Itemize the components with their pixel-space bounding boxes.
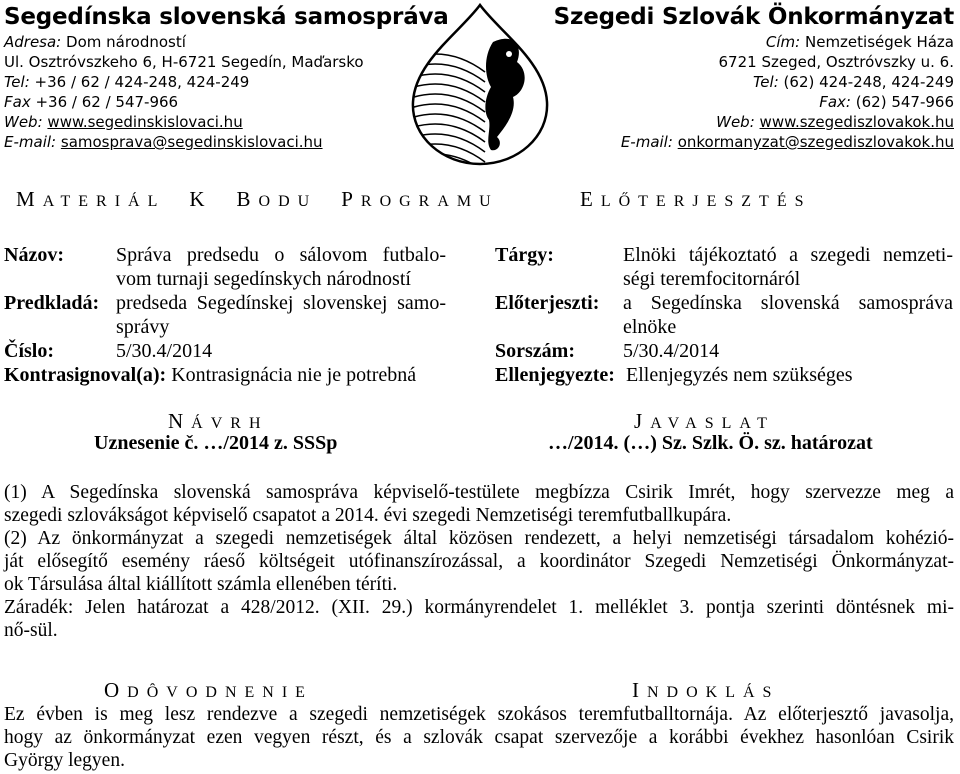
indoklas-line: Ez évben is meg lesz rendezve a szegedi nemzetiségek szokásos teremfutballtornája. Az előterjesztő javasolja,	[4, 704, 954, 725]
eloterjeszti-label: Előterjeszti:	[495, 292, 600, 314]
indoklas-heading: INDOKLÁS	[632, 678, 780, 702]
eloterjeszti-value: a Segedínska slovenská samospráva elnöke	[623, 292, 953, 338]
eloterjeszti-row	[495, 291, 599, 315]
indoklas-line: György legyen.	[4, 750, 125, 771]
kontrasignacia-row	[4, 363, 416, 387]
cislo-value: 5/30.4/2014	[116, 340, 213, 362]
indoklas-text	[4, 703, 954, 772]
predklada-value: predseda Segedínskej slovenskej samo- správy	[116, 292, 446, 338]
right-letterhead	[514, 2, 954, 152]
resolution-line: ok Társulása által kiállított számla ellenében téríti.	[4, 574, 398, 595]
ellenjegyezte-row	[495, 363, 615, 387]
left-email-line: E-mail: samosprava@segedinskislovaci.hu	[4, 133, 323, 151]
right-fax-line: Fax: (62) 547-966	[819, 93, 954, 111]
resolution-line: (1) A Segedínska slovenská samospráva képviselő-testülete megbízza Csirik Imrét, hogy szervezze meg a	[4, 482, 954, 503]
navrh-subheading: Uznesenie č. …/2014 z. SSSp	[94, 432, 338, 454]
right-address-line: Cím: Nemzetiségek Háza	[765, 33, 954, 51]
ellenjegyezte-value: Ellenjegyzés nem szükséges	[626, 364, 853, 386]
predklada-label: Predkladá:	[4, 292, 100, 314]
odovodnenie-heading: ODÔVODNENIE	[104, 678, 313, 702]
resolution-line: szegedi szlovákságot képviselő csapatot a 2014. évi szegedi Nemzetiségi teremfutballkupára.	[4, 505, 732, 526]
logo-drop-icon	[405, 2, 555, 167]
nazov-value: Správa predsedu o sálovom futbalo- vom turnaji segedínskych národností	[116, 244, 446, 290]
indoklas-line: hogy az önkormányzat ezen vegyen részt, és a szlovák csapat szervezője a korábbi évekhez hasonlóan Csirik	[4, 727, 954, 748]
right-web-line: Web: www.szegediszlovakok.hu	[716, 113, 954, 131]
nazov-label: Názov:	[4, 244, 64, 266]
left-web-link[interactable]: www.segedinskislovaci.hu	[47, 113, 243, 131]
left-institution-title: Segedínska slovenská samospráva	[4, 4, 449, 30]
ellenjegyezte-label: Ellenjegyezte:	[495, 364, 615, 386]
targy-label: Tárgy:	[495, 244, 554, 266]
kontrasignacia-value: Kontrasignácia nie je potrebná	[171, 364, 417, 386]
resolution-line: (2) Az önkormányzat a szegedi nemzetiségek által közösen rendezett, a helyi nemzetiségi társadalom kohézió-	[4, 528, 954, 549]
sorszam-row	[495, 339, 575, 363]
left-email-link[interactable]: samosprava@segedinskislovaci.hu	[60, 133, 323, 151]
resolution-line: Záradék: Jelen határozat a 428/2012. (XII. 29.) kormányrendelet 1. melléklet 3. pontja szerinti döntésnek mi-	[4, 597, 954, 618]
nazov-row	[4, 243, 64, 267]
sorszam-value: 5/30.4/2014	[623, 340, 720, 362]
sorszam-label: Sorszám:	[495, 340, 575, 362]
left-tel-line: Tel: +36 / 62 / 424-248, 424-249	[4, 73, 250, 91]
right-email-line: E-mail: onkormanyzat@szegediszlovakok.hu	[620, 133, 954, 151]
right-web-link[interactable]: www.szegediszlovakok.hu	[759, 113, 954, 131]
left-fax-line: Fax +36 / 62 / 547-966	[4, 93, 179, 111]
resolution-text	[4, 481, 954, 642]
javaslat-subheading: …/2014. (…) Sz. Szlk. Ö. sz. határozat	[548, 432, 873, 454]
coat-of-arms-logo	[405, 2, 555, 167]
navrh-heading: NÁVRH	[168, 409, 269, 433]
kontrasignacia-label: Kontrasignoval(a):	[4, 364, 167, 386]
right-street-line: 6721 Szeged, Osztróvszky u. 6.	[718, 53, 954, 71]
left-section-heading: MATERIÁL K BODU PROGRAMU	[16, 187, 499, 211]
targy-value: Elnöki tájékoztató a szegedi nemzeti- ségi teremfocitornáról	[623, 244, 953, 290]
left-web-line: Web: www.segedinskislovaci.hu	[4, 113, 243, 131]
resolution-line: nő-sül.	[4, 620, 58, 641]
right-email-link[interactable]: onkormanyzat@szegediszlovakok.hu	[677, 133, 954, 151]
targy-row	[495, 243, 554, 267]
cislo-label: Číslo:	[4, 340, 54, 362]
javaslat-heading: JAVASLAT	[634, 409, 775, 433]
right-section-heading: ELŐTERJESZTÉS	[580, 187, 812, 211]
left-address-line: Adresa: Dom národností	[4, 33, 186, 51]
left-letterhead	[4, 2, 449, 152]
right-institution-title: Szegedi Szlovák Önkormányzat	[553, 4, 954, 30]
cislo-row	[4, 339, 54, 363]
predklada-row	[4, 291, 99, 315]
right-tel-line: Tel: (62) 424-248, 424-249	[753, 73, 954, 91]
resolution-line: ját elősegítő esemény ráeső költségeit utófinanszírozással, a koordinátor Szegedi Nemzetiségi Önkormányzat-	[4, 551, 954, 572]
left-street-line: Ul. Osztróvszkeho 6, H-6721 Segedín, Maďarsko	[4, 53, 364, 71]
